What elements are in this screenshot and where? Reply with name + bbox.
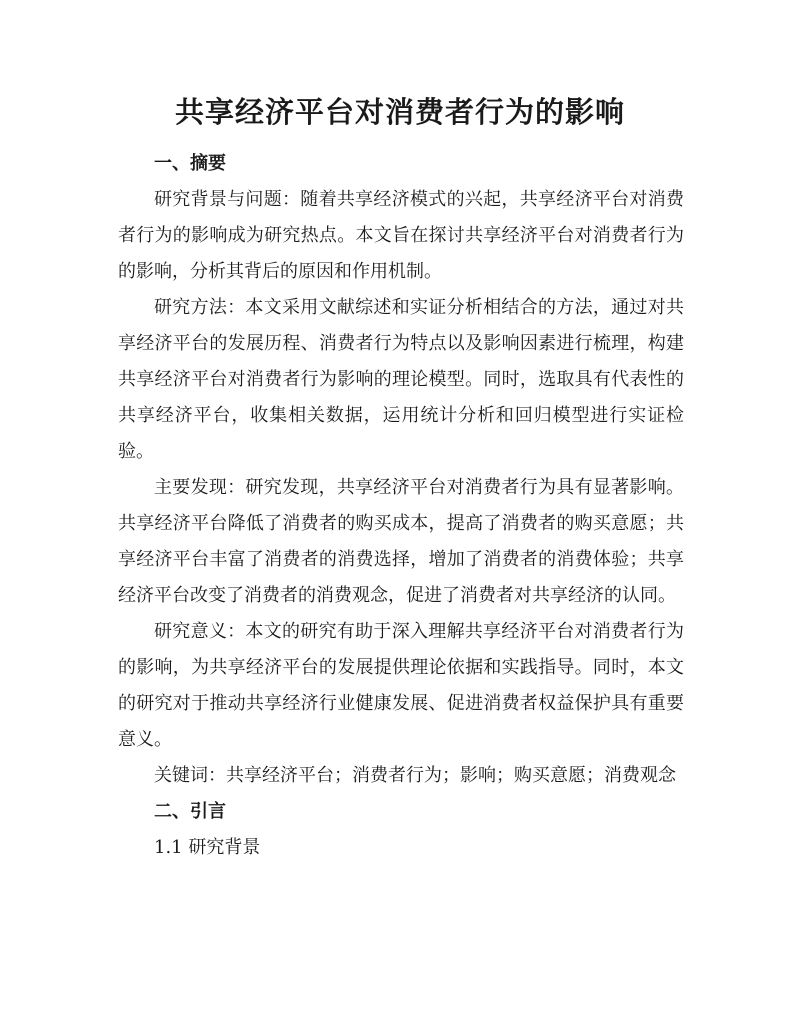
abstract-methods-paragraph: 研究方法：本文采用文献综述和实证分析相结合的方法，通过对共享经济平台的发展历程、消费者行为特点以及影响因素进行梳理，构建共享经济平台对消费者行为影响的理论模型。同时，选取具有代表性的共享经济平台，收集相关数据，运用统计分析和回归模型进行实证检验。: [118, 297, 684, 462]
abstract-findings-paragraph: 主要发现：研究发现，共享经济平台对消费者行为具有显著影响。共享经济平台降低了消费者的购买成本，提高了消费者的购买意愿；共享经济平台丰富了消费者的消费选择，增加了消费者的消费体验；共享经济平台改变了消费者的消费观念，促进了消费者对共享经济的认同。: [118, 477, 684, 606]
abstract-background-paragraph: 研究背景与问题：随着共享经济模式的兴起，共享经济平台对消费者行为的影响成为研究热点。本文旨在探讨共享经济平台对消费者行为的影响，分析其背后的原因和作用机制。: [118, 189, 684, 282]
document-title: 共享经济平台对消费者行为的影响: [174, 95, 625, 129]
subsection-heading: 1.1 研究背景: [154, 837, 261, 858]
introduction-heading: 二、引言: [154, 801, 226, 822]
abstract-heading: 一、摘要: [154, 153, 226, 174]
abstract-significance-paragraph: 研究意义：本文的研究有助于深入理解共享经济平台对消费者行为的影响，为共享经济平台的发展提供理论依据和实践指导。同时，本文的研究对于推动共享经济行业健康发展、促进消费者权益保护具有重要意义。: [118, 621, 684, 750]
keywords-paragraph: 关键词：共享经济平台；消费者行为；影响；购买意愿；消费观念: [154, 765, 676, 786]
document-body: [118, 146, 684, 866]
